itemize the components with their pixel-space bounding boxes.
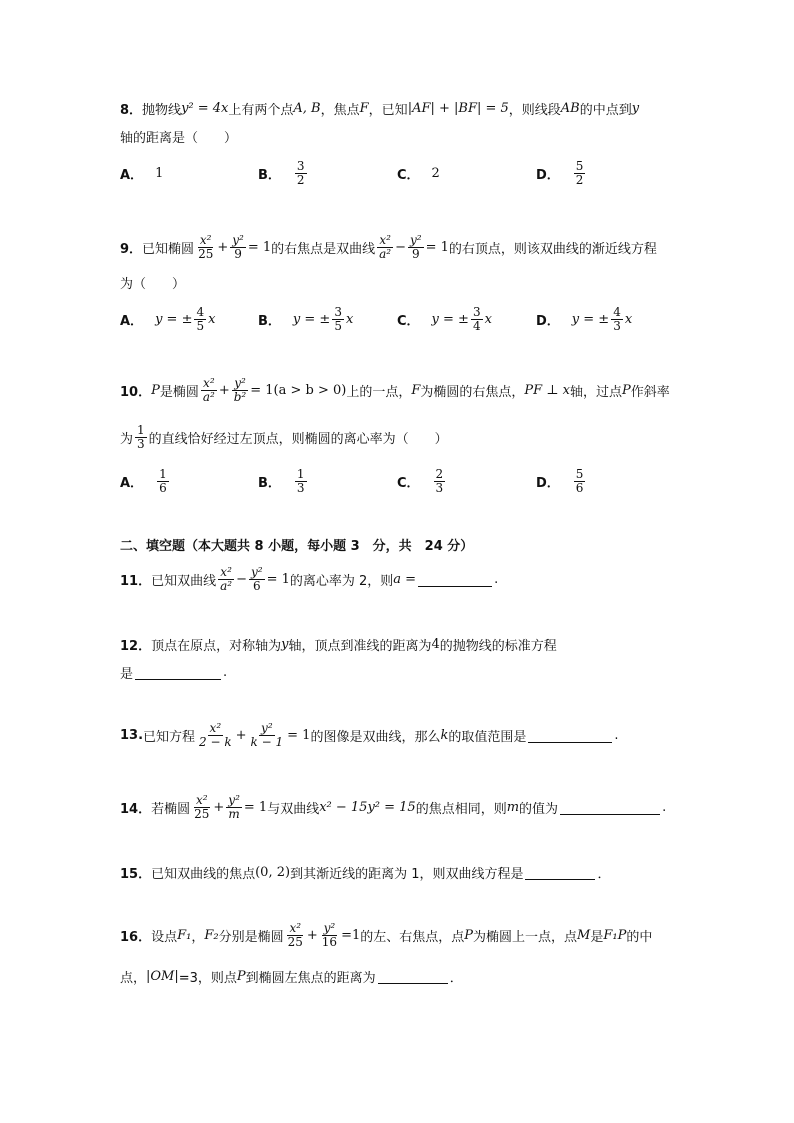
equation-term-y: $\frac{\text{y²}}{k - 1}$ [250,720,284,749]
question-number: 10． [120,384,152,400]
option-fraction: $\frac{2}{3}$ [435,466,444,495]
option-label: A． [120,167,144,183]
question-text: ，已知 [368,102,408,118]
question-text: 到椭圆左焦点的距离为 [245,970,376,986]
question-text: 的焦点相同，则 [415,801,507,817]
ellipse-term-y: $\frac{\text{y²}}{9}$ [232,232,244,261]
option-fraction: $\frac{5}{2}$ [575,158,584,187]
question-text: 为椭圆上一点，点 [473,929,578,945]
question-text: 顶点在原点，对称轴为 [151,638,282,654]
question-number: 14． [120,801,152,817]
equation-rhs: = 1 [425,239,449,255]
question-text: 的直线恰好经过左顶点，则椭圆的离心率为（ ） [148,431,448,447]
option-label: D． [536,313,560,329]
question-text: 已知方程 [143,729,196,745]
question-8-line-1 [120,94,639,122]
hyperbola-term-y: $\frac{\text{y²}}{9}$ [410,232,422,261]
perpendicular-condition: PF ⊥ x [524,382,570,398]
option-c[interactable] [397,156,440,190]
option-label: B． [258,313,281,329]
axis-label: y [631,100,640,116]
ellipse-term-x: $\frac{\text{x²}}{\text{a²}}$ [202,375,215,404]
question-10-line-2: 为 $\frac{1}{3}$ 的直线恰好经过左顶点，则椭圆的离心率为（ ） [120,422,448,451]
option-label: B． [258,167,281,183]
question-text: 设点 [151,929,178,945]
option-b[interactable]: B． y = ± $\frac{3}{5}$ x [258,304,354,333]
question-text: 已知双曲线 [151,573,217,589]
ellipse-term-x: $\frac{\text{x²}}{25}$ [287,920,303,949]
question-number: 9． [120,241,143,257]
option-label: D． [536,475,560,491]
question-text: 的右焦点是双曲线 [271,241,376,257]
question-text: 的中 [626,929,653,945]
question-text: ，焦点 [320,102,360,118]
question-text: 抛物线 [142,102,182,118]
question-8-options [120,156,680,190]
om-length: |OM| [146,968,179,984]
question-text: 轴，过点 [570,384,623,400]
question-number: 13. [120,727,144,743]
question-text: 是 [590,929,604,945]
question-text: 的取值范围是 [448,729,527,745]
option-fraction: $\frac{3}{5}$ [334,304,342,333]
question-text: 的左、右焦点，点 [360,929,465,945]
option-a[interactable]: A． y = ± $\frac{4}{5}$ x [120,304,216,333]
question-text: 的中点到 [579,102,632,118]
option-label: A． [120,313,144,329]
equation-rhs: = 1 [247,239,272,255]
ellipse-term-x: $\frac{\text{x²}}{25}$ [194,792,210,821]
question-12-line-2: 是 . [120,664,228,682]
ellipse-term-y: $\frac{\text{y²}}{16}$ [321,920,338,949]
option-label: C． [397,313,420,329]
answer-blank[interactable] [528,728,612,743]
option-label: A． [120,475,144,491]
question-15: 15． 已知双曲线的焦点 (0, 2) 到其渐近线的距离为 1，则双曲线方程是 ． [120,864,611,882]
question-text: 分别是椭圆 [218,929,284,945]
answer-blank[interactable] [378,969,448,984]
hyperbola-term-x: $\frac{\text{x²}}{\text{a²}}$ [220,564,233,593]
question-number: 15． [120,866,152,882]
question-text: 是椭圆 [159,384,199,400]
question-text: 若椭圆 [151,801,191,817]
option-a[interactable] [120,464,171,498]
hyperbola-equation: x² − 15y² = 15 [319,799,416,815]
question-13: 13. 已知方程 $\frac{\text{x²}}{2 - k}$ + $\frac{\text{y²}}{k - 1}$ = 1 的图像是双曲线，那么 k 的取值范围是 . [120,720,619,749]
question-text: 已知双曲线的焦点 [151,866,256,882]
option-fraction: $\frac{5}{6}$ [575,466,584,495]
question-text: 的值为 [519,801,559,817]
question-11: 11． 已知双曲线 $\frac{\text{x²}}{\text{a²}}$ − $\frac{\text{y²}}{6}$ = 1 的离心率为 2，则 a = . [120,564,499,593]
question-text: 的抛物线的标准方程 [439,638,557,654]
equation-rhs: = 1(a > b > 0) [250,382,347,398]
question-text: 轴，顶点到准线的距离为 [288,638,432,654]
question-text: 为椭圆的右焦点， [420,384,525,400]
option-b[interactable] [258,156,309,190]
question-number: 8． [120,102,143,118]
question-text: 上有两个点 [228,102,294,118]
option-d[interactable] [536,464,587,498]
option-value: 2 [431,165,440,181]
question-9-line-2 [120,268,185,296]
question-text: 为（ ） [120,276,186,292]
question-16-line-1: 16． 设点 F₁ ， F₂ 分别是椭圆 $\frac{\text{x²}}{25}$ + $\frac{\text{y²}}{16}$ =1 的左、右焦点，点 P 为椭圆上一点，点 M 是 F₁P 的中 [120,920,653,949]
question-text: 的图像是双曲线，那么 [310,729,441,745]
question-text: 与双曲线 [267,801,320,817]
answer-blank[interactable] [135,665,221,680]
option-fraction: $\frac{4}{5}$ [196,304,205,333]
parabola-equation: y² = 4x [181,100,229,116]
question-text: 轴的距离是（ ） [120,130,238,146]
question-10-options [120,464,680,498]
option-fraction: $\frac{1}{6}$ [159,466,167,495]
answer-blank[interactable] [418,572,492,587]
question-text: 上的一点， [346,384,412,400]
segment-label: AB [560,100,580,116]
question-text: 作斜率 [630,384,670,400]
answer-blank[interactable] [560,800,660,815]
ellipse-term-y: $\frac{\text{y²}}{m}$ [228,792,240,821]
hyperbola-term-y: $\frac{\text{y²}}{6}$ [250,564,263,593]
question-number: 16． [120,929,152,945]
distance-condition: |AF| + |BF| = 5 [407,100,509,116]
option-d[interactable]: D． y = ± $\frac{4}{3}$ x [536,304,633,333]
section-heading: 二、填空题（本大题共 8 小题，每小题 3 分，共 24 分） [120,538,474,554]
slope-fraction: $\frac{1}{3}$ [137,422,145,451]
question-12-line-1: 12． 顶点在原点，对称轴为 y 轴，顶点到准线的距离为 4 的抛物线的标准方程 [120,636,557,654]
question-text: 的离心率为 2，则 [289,573,394,589]
option-fraction: $\frac{1}{3}$ [296,466,305,495]
option-fraction: $\frac{3}{2}$ [296,158,305,187]
question-number: 11． [120,573,152,589]
question-14: 14． 若椭圆 $\frac{\text{x²}}{25}$ + $\frac{\text{y²}}{m}$ = 1 与双曲线 x² − 15y² = 15 的焦点相同，则 m 的值为 . [120,792,667,821]
option-fraction: $\frac{4}{3}$ [613,304,621,333]
option-value: 1 [155,165,164,181]
option-b[interactable] [258,464,309,498]
option-label: C． [397,167,420,183]
points-label: A, B [293,100,321,116]
option-c[interactable] [397,464,447,498]
answer-blank[interactable] [525,865,595,880]
question-text: 已知椭圆 [142,241,195,257]
equation-term-x: $\frac{\text{x²}}{2 - k}$ [199,720,232,749]
ellipse-term-x: $\frac{\text{x²}}{25}$ [198,232,214,261]
focus-label: F [359,100,369,116]
question-16-line-2: 点， |OM| =3，则点 P 到椭圆左焦点的距离为 ． [120,968,463,986]
option-label: D． [536,167,560,183]
question-8-line-2 [120,122,237,150]
ellipse-term-y: $\frac{\text{y²}}{\text{b²}}$ [233,375,247,404]
option-d[interactable] [536,156,587,190]
option-label: C． [397,475,420,491]
question-9-options [120,302,680,336]
question-text: 到其渐近线的距离为 1，则双曲线方程是 [290,866,524,882]
question-text: 的右顶点，则该双曲线的渐近线方程 [448,241,657,257]
question-number: 12． [120,638,152,654]
hyperbola-term-x: $\frac{\text{x²}}{\text{a²}}$ [379,232,392,261]
option-a[interactable] [120,156,163,190]
question-10-line-1: 10． P 是椭圆 $\frac{\text{x²}}{\text{a²}}$ + $\frac{\text{y²}}{\text{b²}}$ = 1(a > b > 0) 上的一点， F 为椭圆的右焦点， PF ⊥ x 轴，过点 P 作斜率 [120,375,670,404]
focus-point: (0, 2) [255,864,291,880]
question-9-line-1: 9． 已知椭圆 $\frac{\text{x²}}{25}$ + $\frac{\text{y²}}{9}$ = 1 的右焦点是双曲线 $\frac{\text{x²}}{\text{a²}}$ − $\frac{\text{y²}}{9}$ = 1 的右顶点，则该双曲线的渐近线方程 [120,232,657,261]
option-label: B． [258,475,281,491]
option-fraction: $\frac{3}{4}$ [472,304,481,333]
question-text: ，则线段 [508,102,561,118]
option-c[interactable]: C． y = ± $\frac{3}{4}$ x [397,304,492,333]
